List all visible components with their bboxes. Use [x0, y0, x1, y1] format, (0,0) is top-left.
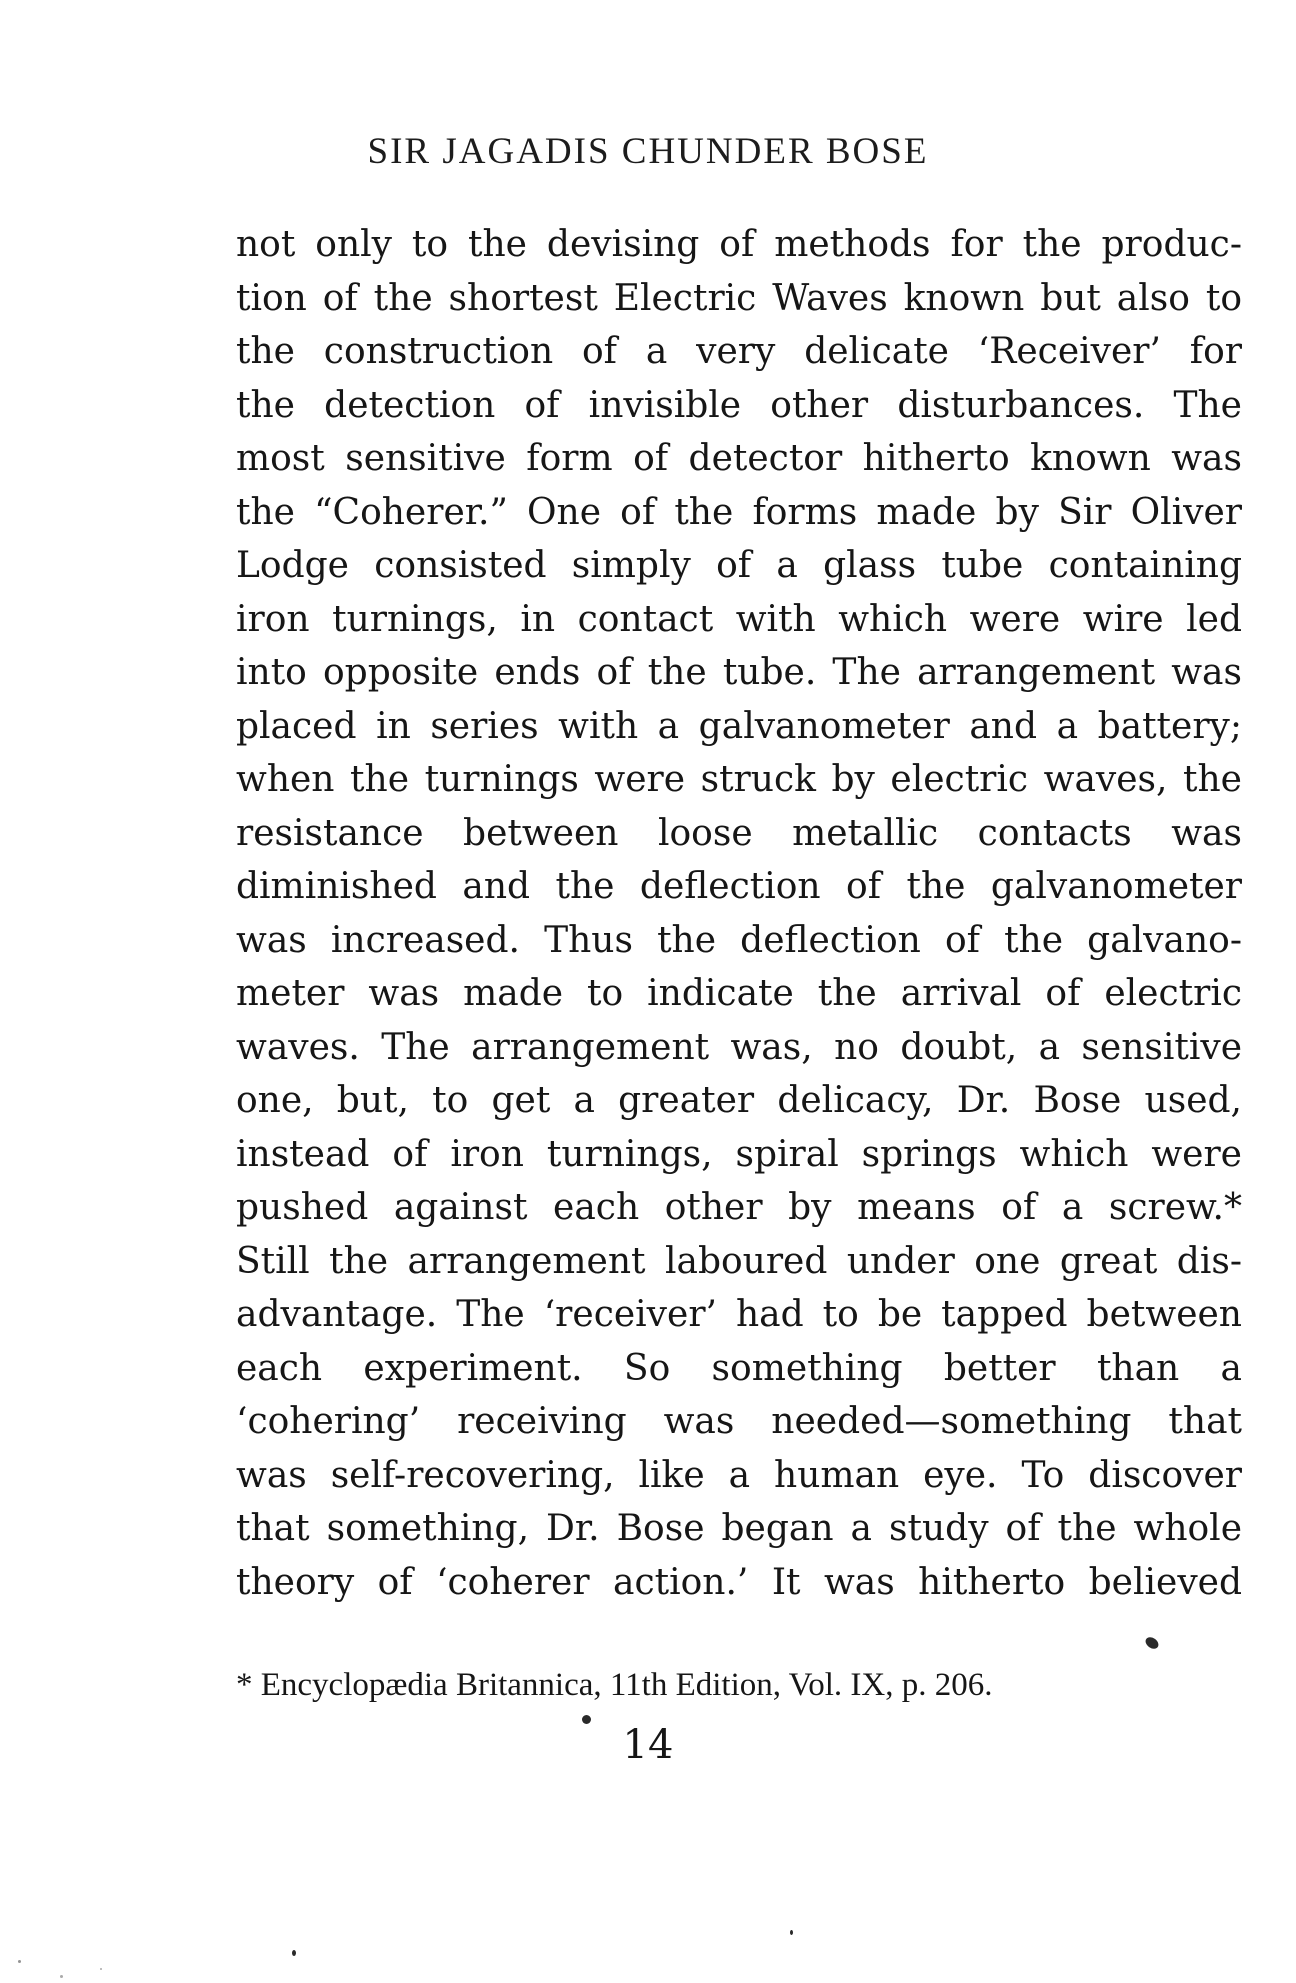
text-line: was self-recovering, like a human eye. To discover: [236, 1454, 1242, 1496]
text-line: meter was made to indicate the arrival of electric: [236, 973, 1242, 1014]
text-line: each experiment. So something better than a: [236, 1347, 1242, 1389]
text-line: diminished and the deflection of the galvanometer: [236, 866, 1242, 907]
scan-speck: [100, 1968, 102, 1970]
text-line: Still the arrangement laboured under one great dis-: [236, 1240, 1242, 1282]
scan-speck: [292, 1950, 296, 1956]
text-line: placed in series with a galvanometer and a battery;: [236, 705, 1242, 747]
text-line: into opposite ends of the tube. The arrangement was: [236, 652, 1242, 693]
text-line: instead of iron turnings, spiral springs which were: [236, 1133, 1242, 1175]
scan-speck: [582, 1715, 591, 1724]
scan-speck: [790, 1930, 793, 1935]
text-line: was increased. Thus the deflection of the galvano-: [236, 919, 1242, 961]
text-line: theory of ‘coherer action.’ It was hitherto believed: [236, 1561, 1242, 1603]
text-line: ‘cohering’ receiving was needed—something that: [236, 1401, 1242, 1442]
text-line: Lodge consisted simply of a glass tube containing: [236, 545, 1242, 586]
text-line: one, but, to get a greater delicacy, Dr. Bose used,: [236, 1080, 1242, 1121]
text-line: tion of the shortest Electric Waves known but also to: [236, 277, 1242, 319]
text-line: waves. The arrangement was, no doubt, a sensitive: [236, 1026, 1242, 1068]
text-line: iron turnings, in contact with which were wire led: [236, 598, 1242, 640]
text-line: most sensitive form of detector hitherto known was: [236, 438, 1242, 479]
text-line: that something, Dr. Bose began a study of the whole: [236, 1508, 1242, 1549]
page-number: 14: [622, 1722, 674, 1768]
footnote: * Encyclopædia Britannica, 11th Edition, Vol. IX, p. 206.: [236, 1667, 993, 1703]
text-line: the detection of invisible other disturbances. The: [236, 384, 1242, 426]
scan-speck: [60, 1975, 63, 1978]
text-line: pushed against each other by means of a screw.*: [236, 1187, 1242, 1228]
scan-speck: [18, 1960, 21, 1963]
body-text: [236, 218, 1242, 1609]
text-line: not only to the devising of methods for the produc-: [236, 224, 1242, 265]
scan-speck: [1143, 1635, 1160, 1651]
text-line: when the turnings were struck by electric waves, the: [236, 759, 1242, 800]
text-line: the “Coherer.” One of the forms made by Sir Oliver: [236, 491, 1242, 533]
text-line: the construction of a very delicate ‘Receiver’ for: [236, 331, 1242, 372]
text-line: resistance between loose metallic contacts was: [236, 812, 1242, 854]
running-head: SIR JAGADIS CHUNDER BOSE: [367, 131, 929, 172]
text-line: advantage. The ‘receiver’ had to be tapped between: [236, 1294, 1242, 1335]
